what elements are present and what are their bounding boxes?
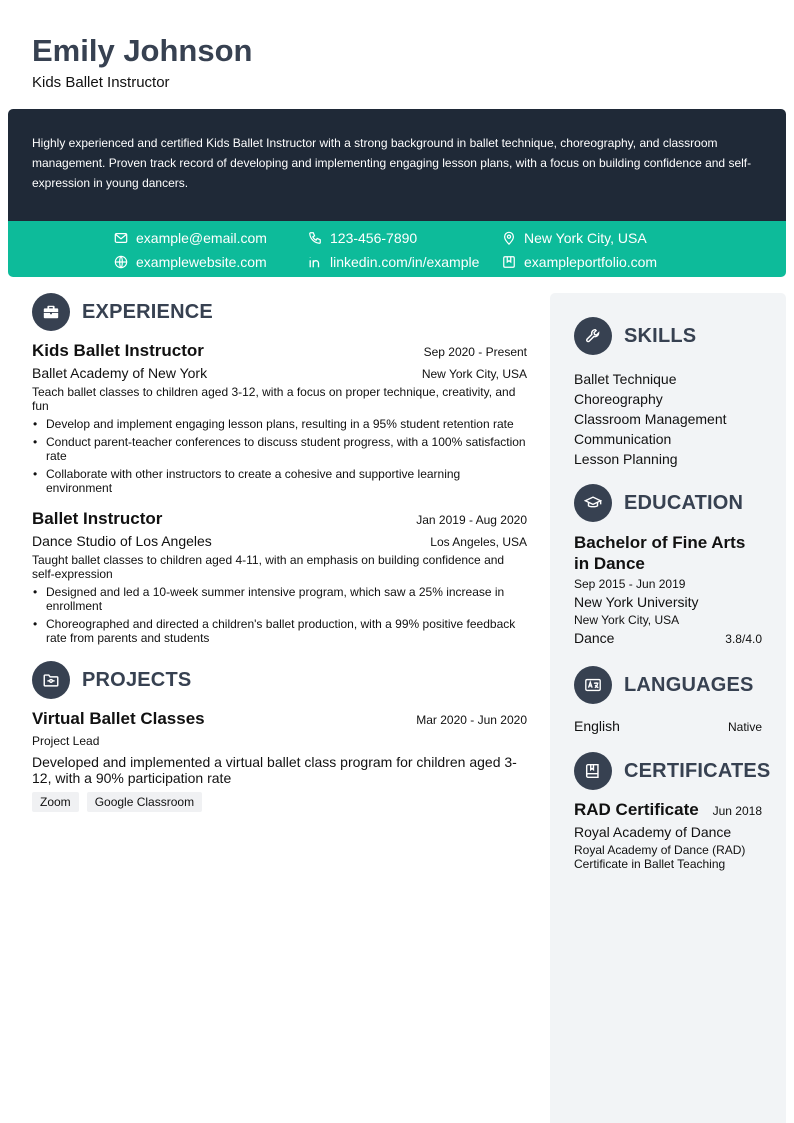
- contact-portfolio[interactable]: [502, 253, 657, 271]
- language-name: English: [574, 718, 620, 734]
- job-bullets: [32, 417, 527, 495]
- certificate-issuer: Royal Academy of Dance: [574, 824, 732, 840]
- contact-location-text: New York City, USA: [524, 230, 647, 246]
- project-title: Virtual Ballet Classes: [32, 709, 205, 728]
- job-bullet: • Collaborate with other instructors to create a cohesive and supportive learning environment: [32, 467, 527, 495]
- contact-phone[interactable]: [308, 229, 417, 247]
- candidate-name: Emily Johnson: [32, 33, 253, 68]
- language-level: Native: [727, 720, 762, 734]
- job-description: Taught ballet classes to children aged 4-11, with an emphasis on building confidence and self-expression: [32, 553, 505, 581]
- job-company: Ballet Academy of New York: [32, 365, 208, 381]
- skill-item: Lesson Planning: [574, 451, 678, 467]
- summary-text: Highly experienced and certified Kids Ballet Instructor with a strong background in ballet technique, choreography, and classroom management. Proven track record of developing and implementing engaging lesson plans, with a focus on building confidence and self-expression in young dancers.: [32, 136, 752, 190]
- education-title: EDUCATION: [624, 491, 744, 514]
- briefcase-icon: [32, 293, 70, 331]
- skill-item: Communication: [574, 431, 672, 447]
- job-location: Los Angeles, USA: [430, 535, 527, 549]
- portfolio-icon: [502, 255, 516, 269]
- education-entry: [574, 532, 762, 646]
- experience-heading: [32, 293, 527, 331]
- projects-title: PROJECTS: [82, 668, 192, 691]
- job-description: Teach ballet classes to children aged 3-12, with a focus on proper technique, creativity, and fun: [32, 385, 516, 413]
- contact-linkedin[interactable]: [308, 253, 479, 271]
- location-pin-icon: [502, 231, 516, 245]
- resume-header: [32, 32, 252, 91]
- project-tag: Google Classroom: [87, 792, 202, 812]
- job-bullets: [32, 585, 527, 645]
- globe-icon: [114, 255, 128, 269]
- translate-icon: [574, 666, 612, 704]
- project-role: Project Lead: [32, 734, 100, 748]
- project-dates: Mar 2020 - Jun 2020: [416, 713, 527, 727]
- certificate-entry: [574, 800, 762, 871]
- languages-heading: [574, 666, 762, 704]
- project-tag: Zoom: [32, 792, 79, 812]
- graduation-cap-icon: [574, 484, 612, 522]
- job-dates: Sep 2020 - Present: [423, 345, 527, 359]
- education-heading: [574, 484, 762, 522]
- education-dates: Sep 2015 - Jun 2019: [574, 577, 686, 591]
- contact-website[interactable]: [114, 253, 267, 271]
- language-item: [574, 718, 762, 734]
- certificates-title: CERTIFICATES: [624, 759, 771, 782]
- job-bullet: • Choreographed and directed a children's ballet production, with a 99% positive feedback rate from parents and students: [32, 617, 527, 645]
- skills-title: SKILLS: [624, 324, 697, 347]
- contact-portfolio-text: exampleportfolio.com: [524, 254, 658, 270]
- project-description: Developed and implemented a virtual ballet class program for children aged 3-12, with a 90% participation rate: [32, 754, 517, 786]
- contact-website-text: examplewebsite.com: [136, 254, 267, 270]
- education-school: New York University: [574, 594, 699, 610]
- job-entry: [32, 341, 527, 495]
- skills-list: [574, 369, 762, 469]
- skills-heading: [574, 317, 762, 355]
- education-gpa: 3.8/4.0: [725, 632, 762, 646]
- contact-phone-text: 123-456-7890: [330, 230, 418, 246]
- project-entry: [32, 709, 527, 812]
- job-title: Ballet Instructor: [32, 509, 163, 528]
- contact-email-text: example@email.com: [136, 230, 267, 246]
- folder-icon: [32, 661, 70, 699]
- job-entry: [32, 509, 527, 645]
- certificate-description: Royal Academy of Dance (RAD) Certificate in Ballet Teaching: [574, 843, 746, 871]
- certificate-date: Jun 2018: [712, 804, 762, 818]
- mail-icon: [114, 231, 128, 245]
- certificate-name: RAD Certificate: [574, 800, 699, 819]
- job-bullet: • Develop and implement engaging lesson plans, resulting in a 95% student retention rate: [32, 417, 527, 431]
- main-column: [32, 293, 527, 812]
- job-location: New York City, USA: [421, 367, 527, 381]
- linkedin-icon: [308, 255, 322, 269]
- contact-location: [502, 229, 647, 247]
- education-location: New York City, USA: [574, 613, 680, 627]
- job-dates: Jan 2019 - Aug 2020: [416, 513, 527, 527]
- job-company: Dance Studio of Los Angeles: [32, 533, 212, 549]
- projects-heading: [32, 661, 527, 699]
- certificates-heading: [574, 752, 771, 790]
- project-tags: [32, 792, 527, 812]
- candidate-title: Kids Ballet Instructor: [32, 74, 170, 91]
- wrench-icon: [574, 317, 612, 355]
- education-degree: Bachelor of Fine Arts in Dance: [574, 533, 746, 573]
- skill-item: Choreography: [574, 391, 663, 407]
- contact-linkedin-text: linkedin.com/in/example: [330, 254, 480, 270]
- skill-item: Ballet Technique: [574, 371, 677, 387]
- languages-title: LANGUAGES: [624, 673, 754, 696]
- sidebar: [550, 293, 786, 1123]
- summary-panel: [8, 109, 786, 221]
- phone-icon: [308, 231, 322, 245]
- job-title: Kids Ballet Instructor: [32, 341, 204, 360]
- skill-item: Classroom Management: [574, 411, 727, 427]
- contact-bar: [8, 221, 786, 277]
- education-field: Dance: [574, 630, 615, 646]
- job-bullet: • Conduct parent-teacher conferences to discuss student progress, with a 100% satisfaction rate: [32, 435, 527, 463]
- experience-title: EXPERIENCE: [82, 300, 213, 323]
- contact-email[interactable]: [114, 229, 267, 247]
- job-bullet: • Designed and led a 10-week summer intensive program, which saw a 25% increase in enrollment: [32, 585, 527, 613]
- certificate-book-icon: [574, 752, 612, 790]
